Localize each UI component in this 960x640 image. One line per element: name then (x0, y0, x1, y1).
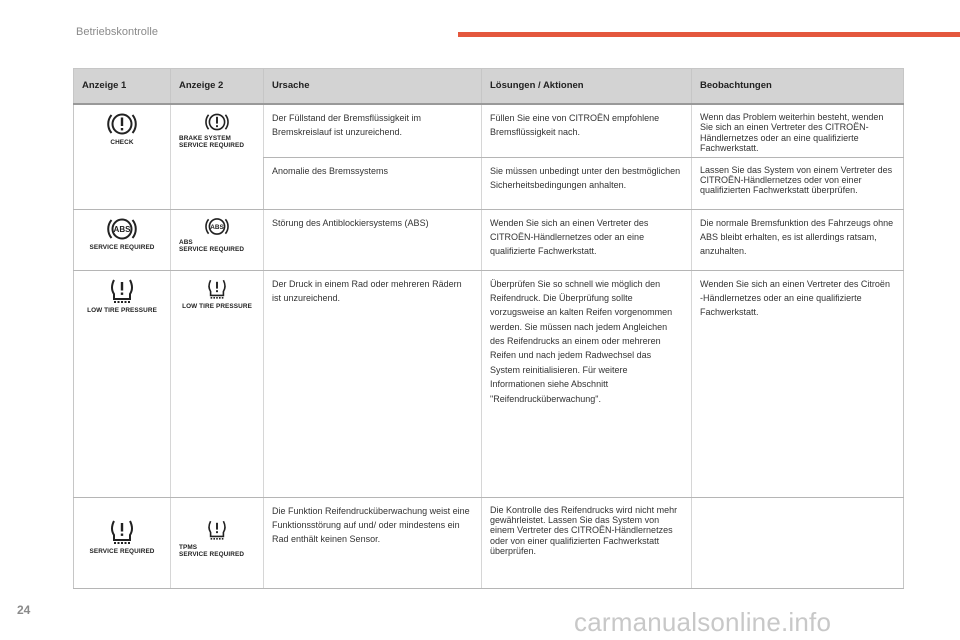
solution-cell (482, 497, 692, 588)
indicator-1-cell (74, 209, 171, 270)
indicator-caption: TPMS (179, 543, 198, 551)
indicator-check (107, 111, 137, 146)
exclamation-circle-icon (205, 111, 229, 133)
observation-text: Wenden Sie sich an einen Vertreter des Citroën -Händlernetzes oder an eine qualifizierte Fachwerkstatt. (700, 278, 890, 318)
warning-indicator-table (73, 68, 904, 589)
indicator-2-cell (171, 104, 264, 209)
cause-cell (264, 104, 482, 157)
observation-cell (692, 497, 904, 588)
table-row (74, 497, 904, 588)
indicator-caption: SERVICE REQUIRED (179, 245, 245, 253)
indicator-caption: LOW TIRE PRESSURE (87, 306, 157, 314)
abs-icon (107, 216, 137, 242)
column-header: Beobachtungen (692, 69, 904, 105)
cause-text: Anomalie des Bremssystems (272, 165, 389, 176)
column-header: Anzeige 2 (171, 69, 264, 105)
solution-cell (482, 104, 692, 157)
abs-icon (205, 216, 229, 237)
tire-pressure-icon (107, 277, 137, 305)
observation-cell (692, 209, 904, 270)
column-header: Lösungen / Aktionen (482, 69, 692, 105)
solution-text: Wenden Sie sich an einen Vertreter des CITROËN-Händlernetzes oder an eine qualifizierte Fachwerkstatt. (490, 217, 649, 257)
indicator-low-tire-pressure (87, 277, 157, 314)
indicator-low-tire-pressure (182, 277, 252, 310)
indicator-1-cell (74, 497, 171, 588)
indicator-caption: BRAKE SYSTEM (179, 135, 231, 142)
cause-text: Die Funktion Reifendrucküberwachung weist eine Funktionsstörung auf und/ oder mindestens ein Rad enthält keinen Sensor. (272, 505, 470, 545)
solution-cell (482, 157, 692, 209)
indicator-caption: SERVICE REQUIRED (179, 142, 245, 150)
abs-icon-label: ABS (113, 224, 131, 234)
solution-text: Sie müssen unbedingt unter den bestmöglichen Sicherheitsbedingungen anhalten. (490, 165, 681, 190)
observation-cell (692, 157, 904, 209)
column-header: Anzeige 1 (74, 69, 171, 105)
indicator-2-cell (171, 497, 264, 588)
indicator-caption: SERVICE REQUIRED (89, 547, 155, 555)
table-header-row (74, 69, 904, 105)
exclamation-circle-icon (107, 111, 137, 137)
column-header: Ursache (264, 69, 482, 105)
abs-icon-label: ABS (210, 223, 224, 231)
indicator-abs (89, 216, 154, 251)
cause-cell (264, 270, 482, 497)
cause-cell (264, 209, 482, 270)
cause-text: Der Füllstand der Bremsflüssigkeit im Bremskreislauf ist unzureichend. (272, 113, 422, 138)
cause-cell (264, 157, 482, 209)
solution-text: Überprüfen Sie so schnell wie möglich den Reifendruck. Die Überprüfung sollte vorzugsweise an kalten Reifen vorgenommen werden. Sie müssen nach jedem Angleichen des Reifendrucks an einem oder mehreren Reifen und nach jedem Radwechsel das System reinitialisieren. Für weitere Informationen siehe Abschnitt "Reifendrucküberwachung". (490, 278, 673, 404)
header-accent-bar (458, 32, 960, 37)
cause-text: Störung des Antiblockiersystems (ABS) (272, 217, 429, 228)
indicator-1-cell (74, 270, 171, 497)
tire-pressure-icon (205, 277, 229, 301)
indicator-caption: CHECK (110, 139, 134, 146)
indicator-1-cell (74, 104, 171, 209)
solution-text: Füllen Sie eine von CITROËN empfohlene Bremsflüssigkeit nach. (490, 113, 660, 138)
observation-text: Die normale Bremsfunktion des Fahrzeugs ohne ABS bleibt erhalten, es ist allerdings ratsam, anzuhalten. (700, 217, 894, 257)
tire-pressure-icon (107, 518, 137, 546)
solution-text: Die Kontrolle des Reifendrucks wird nicht mehr gewährleistet. Lassen Sie das System von einem Vertreter des CITROËN-Händlernetzes oder von einer qualifizierten Fachwerkstatt überprüfen. (490, 504, 678, 556)
observation-text: Wenn das Problem weiterhin besteht, wenden Sie sich an einen Vertreter des CITROËN-Händlernetzes oder an eine qualifizierte Fachwerkstatt. (700, 112, 884, 154)
indicator-caption: SERVICE REQUIRED (89, 243, 155, 251)
watermark: carmanualsonline.info (574, 607, 832, 637)
indicator-tpms-service (89, 518, 154, 555)
cause-text: Der Druck in einem Rad oder mehreren Rädern ist unzureichend. (272, 278, 462, 303)
indicator-brake-system (179, 111, 244, 150)
solution-cell (482, 209, 692, 270)
table-row (74, 104, 904, 157)
cause-cell (264, 497, 482, 588)
indicator-abs-service (179, 216, 244, 254)
section-title: Betriebskontrolle (76, 26, 158, 38)
table-row (74, 209, 904, 270)
indicator-caption: ABS (179, 238, 193, 246)
observation-text: Lassen Sie das System von einem Vertreter des CITROËN-Händlernetzes oder von einer qualifizierten Fachwerkstatt überprüfen. (700, 164, 893, 196)
indicator-tpms (179, 518, 244, 559)
indicator-caption: SERVICE REQUIRED (179, 550, 245, 558)
indicator-caption: LOW TIRE PRESSURE (182, 302, 252, 310)
indicator-2-cell (171, 270, 264, 497)
tire-pressure-icon (205, 518, 229, 542)
observation-cell (692, 270, 904, 497)
page-number: 24 (17, 603, 31, 617)
indicator-2-cell (171, 209, 264, 270)
table-row (74, 270, 904, 497)
observation-cell (692, 104, 904, 157)
solution-cell (482, 270, 692, 497)
